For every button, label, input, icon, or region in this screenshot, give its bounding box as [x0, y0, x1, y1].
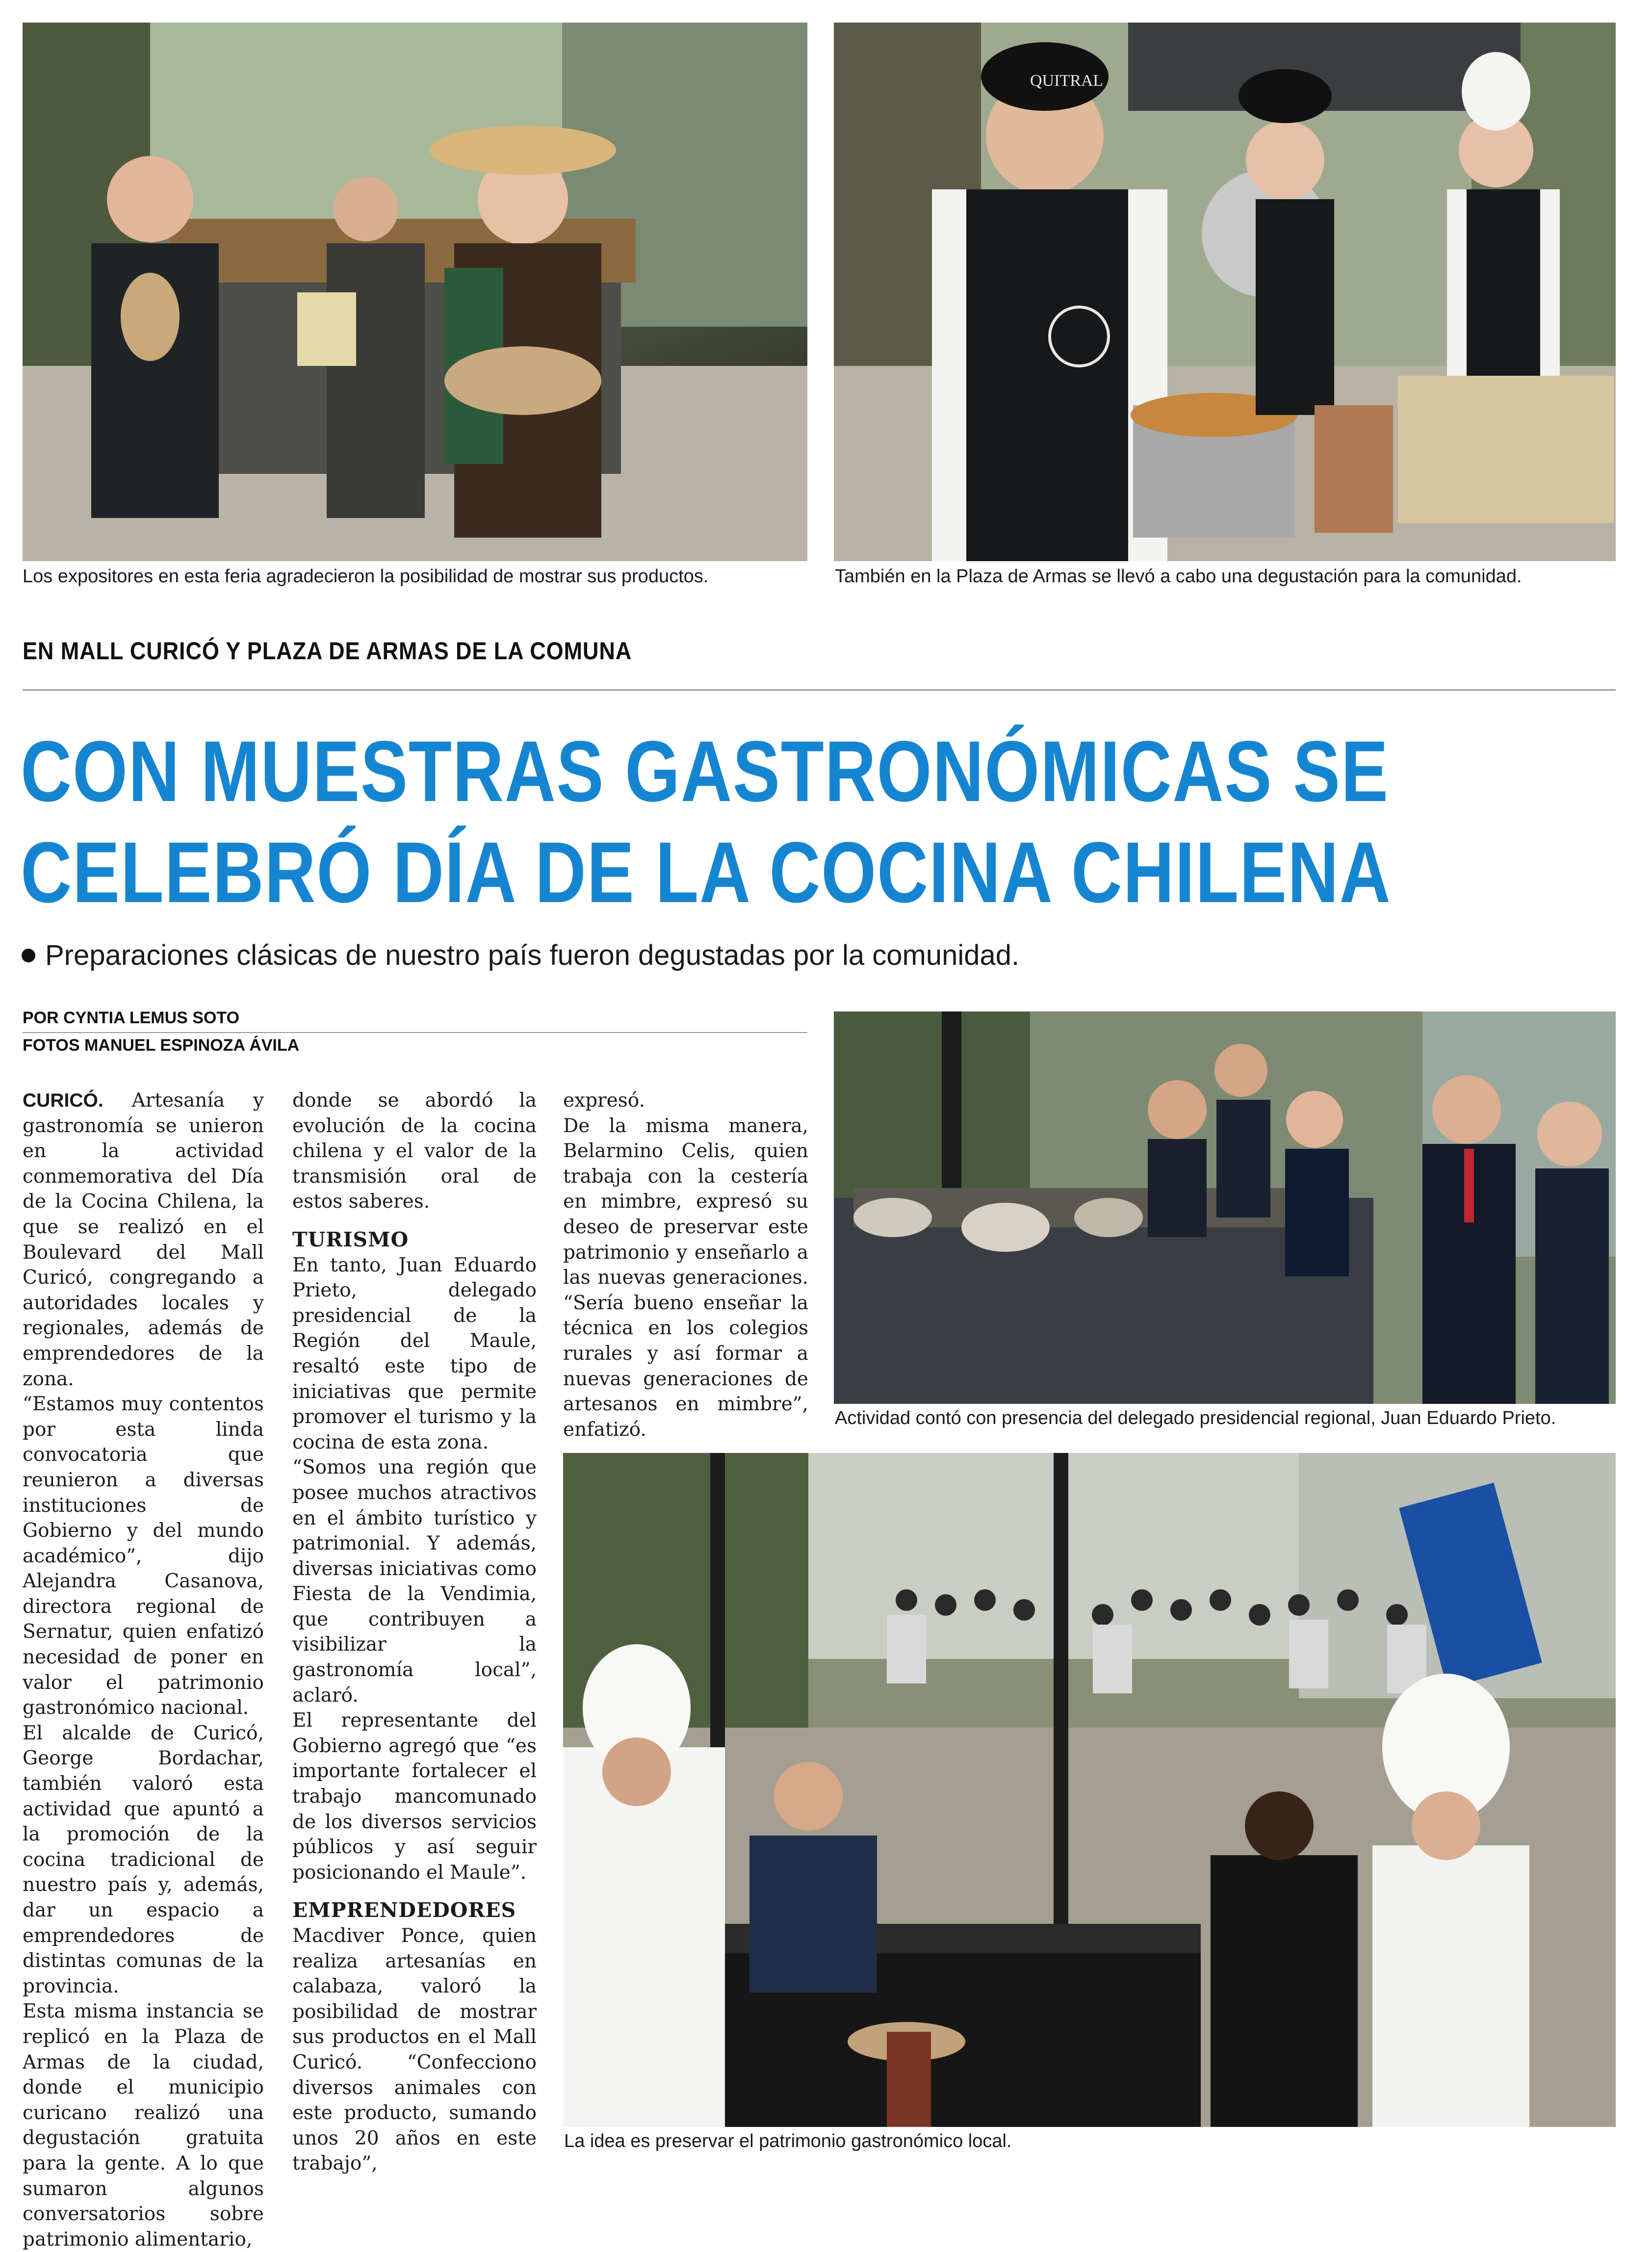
section-heading-turismo: TURISMO	[292, 1227, 409, 1251]
paragraph: El representante del Gobierno agregó que “es importante fortalecer el trabajo mancomunado de los diversos servicios públicos y así seguir posicionando el Maule”.	[292, 1709, 537, 1884]
paragraph: expresó.	[563, 1089, 645, 1112]
dateline: CURICÓ.	[23, 1090, 103, 1111]
body-column-1	[23, 1088, 264, 2252]
kicker-rule	[23, 689, 1616, 691]
headline-line-2: CELEBRÓ DÍA DE LA COCINA CHILENA	[21, 825, 1392, 921]
paragraph: Macdiver Ponce, quien realiza artesanías en calabaza, valoró la posibilidad de mostrar sus productos en el Mall Curicó. “Confecciono diversos animales con este producto, sumando unos 20 años en este trabajo”,	[292, 1925, 537, 2175]
photo-delegado	[834, 1011, 1616, 1404]
photo-degustacion	[834, 23, 1616, 561]
kicker: EN MALL CURICÓ Y PLAZA DE ARMAS DE LA COMUNA	[23, 637, 632, 665]
byline: POR CYNTIA LEMUS SOTO	[23, 1009, 240, 1027]
paragraph: donde se abordó la evolución de la cocina chilena y el valor de la transmisión oral de estos saberes.	[292, 1089, 537, 1213]
paragraph: Esta misma instancia se replicó en la Plaza de Armas de la ciudad, donde el municipio curicano realizó una degustación gratuita para la gente. A lo que sumaron algunos conversatorios sobre patrimonio alimentario,	[23, 2000, 264, 2251]
body-column-3	[563, 1088, 808, 1442]
paragraph: De la misma manera, Belarmino Celis, quien trabaja con la cestería en mimbre, expresó su deseo de preservar este patrimonio y enseñarlo a las nuevas generaciones. “Sería bueno enseñar la técnica en los colegios rurales y así formar a nuevas generaciones de artesanos en mimbre”, enfatizó.	[563, 1114, 808, 1441]
photo-credit: FOTOS MANUEL ESPINOZA ÁVILA	[23, 1036, 300, 1055]
caption-delegado: Actividad contó con presencia del delegado presidencial regional, Juan Eduardo Prieto.	[835, 1408, 1556, 1428]
caption-degustacion: También en la Plaza de Armas se llevó a cabo una degustación para la comunidad.	[835, 566, 1522, 587]
photo-chefs	[563, 1453, 1616, 2127]
body-column-2	[292, 1088, 537, 2176]
quitral-logo: QUITRAL	[1030, 72, 1104, 90]
headline	[21, 721, 1392, 923]
paragraph: El alcalde de Curicó, George Bordachar, también valoró esta actividad que apuntó a la promoción de la cocina tradicional de nuestro país y, además, dar un espacio a emprendedores de distintas comunas de la provincia.	[23, 1722, 264, 1997]
paragraph: “Somos una región que posee muchos atractivos en el ámbito turístico y patrimonial. Y además, diversas iniciativas como Fiesta de la Vendimia, que contribuyen a visibilizar la gastronomía local”, aclaró.	[292, 1456, 537, 1707]
photo-expositores	[23, 23, 807, 561]
subhead-text: Preparaciones clásicas de nuestro país fueron degustadas por la comunidad.	[45, 939, 1020, 971]
paragraph: “Estamos muy contentos por esta linda convocatoria que reunieron a diversas instituciones de Gobierno y del mundo académico”, dijo Alejandra Casanova, directora regional de Sernatur, quien enfatizó necesidad de poner en valor el patrimonio gastronómico nacional.	[23, 1393, 264, 1719]
headline-line-1: CON MUESTRAS GASTRONÓMICAS SE	[21, 724, 1389, 820]
byline-rule	[23, 1032, 807, 1033]
subhead	[22, 939, 1019, 972]
paragraph: CURICÓ. Artesanía y gastronomía se unieron en la actividad conmemorativa del Día de la Cocina Chilena, la que se realizó en el Boulevard del Mall Curicó, congregando a autoridades locales y regionales, además de emprendedores de la zona.	[23, 1089, 264, 1390]
caption-chefs: La idea es preservar el patrimonio gastronómico local.	[564, 2131, 1012, 2151]
bullet-icon	[22, 949, 35, 962]
caption-expositores: Los expositores en esta feria agradecieron la posibilidad de mostrar sus productos.	[23, 566, 709, 587]
section-heading-emprendedores: EMPRENDEDORES	[292, 1898, 516, 1922]
paragraph: En tanto, Juan Eduardo Prieto, delegado presidencial de la Región del Maule, resaltó este tipo de iniciativas que permite promover el turismo y la cocina de esta zona.	[292, 1254, 537, 1453]
